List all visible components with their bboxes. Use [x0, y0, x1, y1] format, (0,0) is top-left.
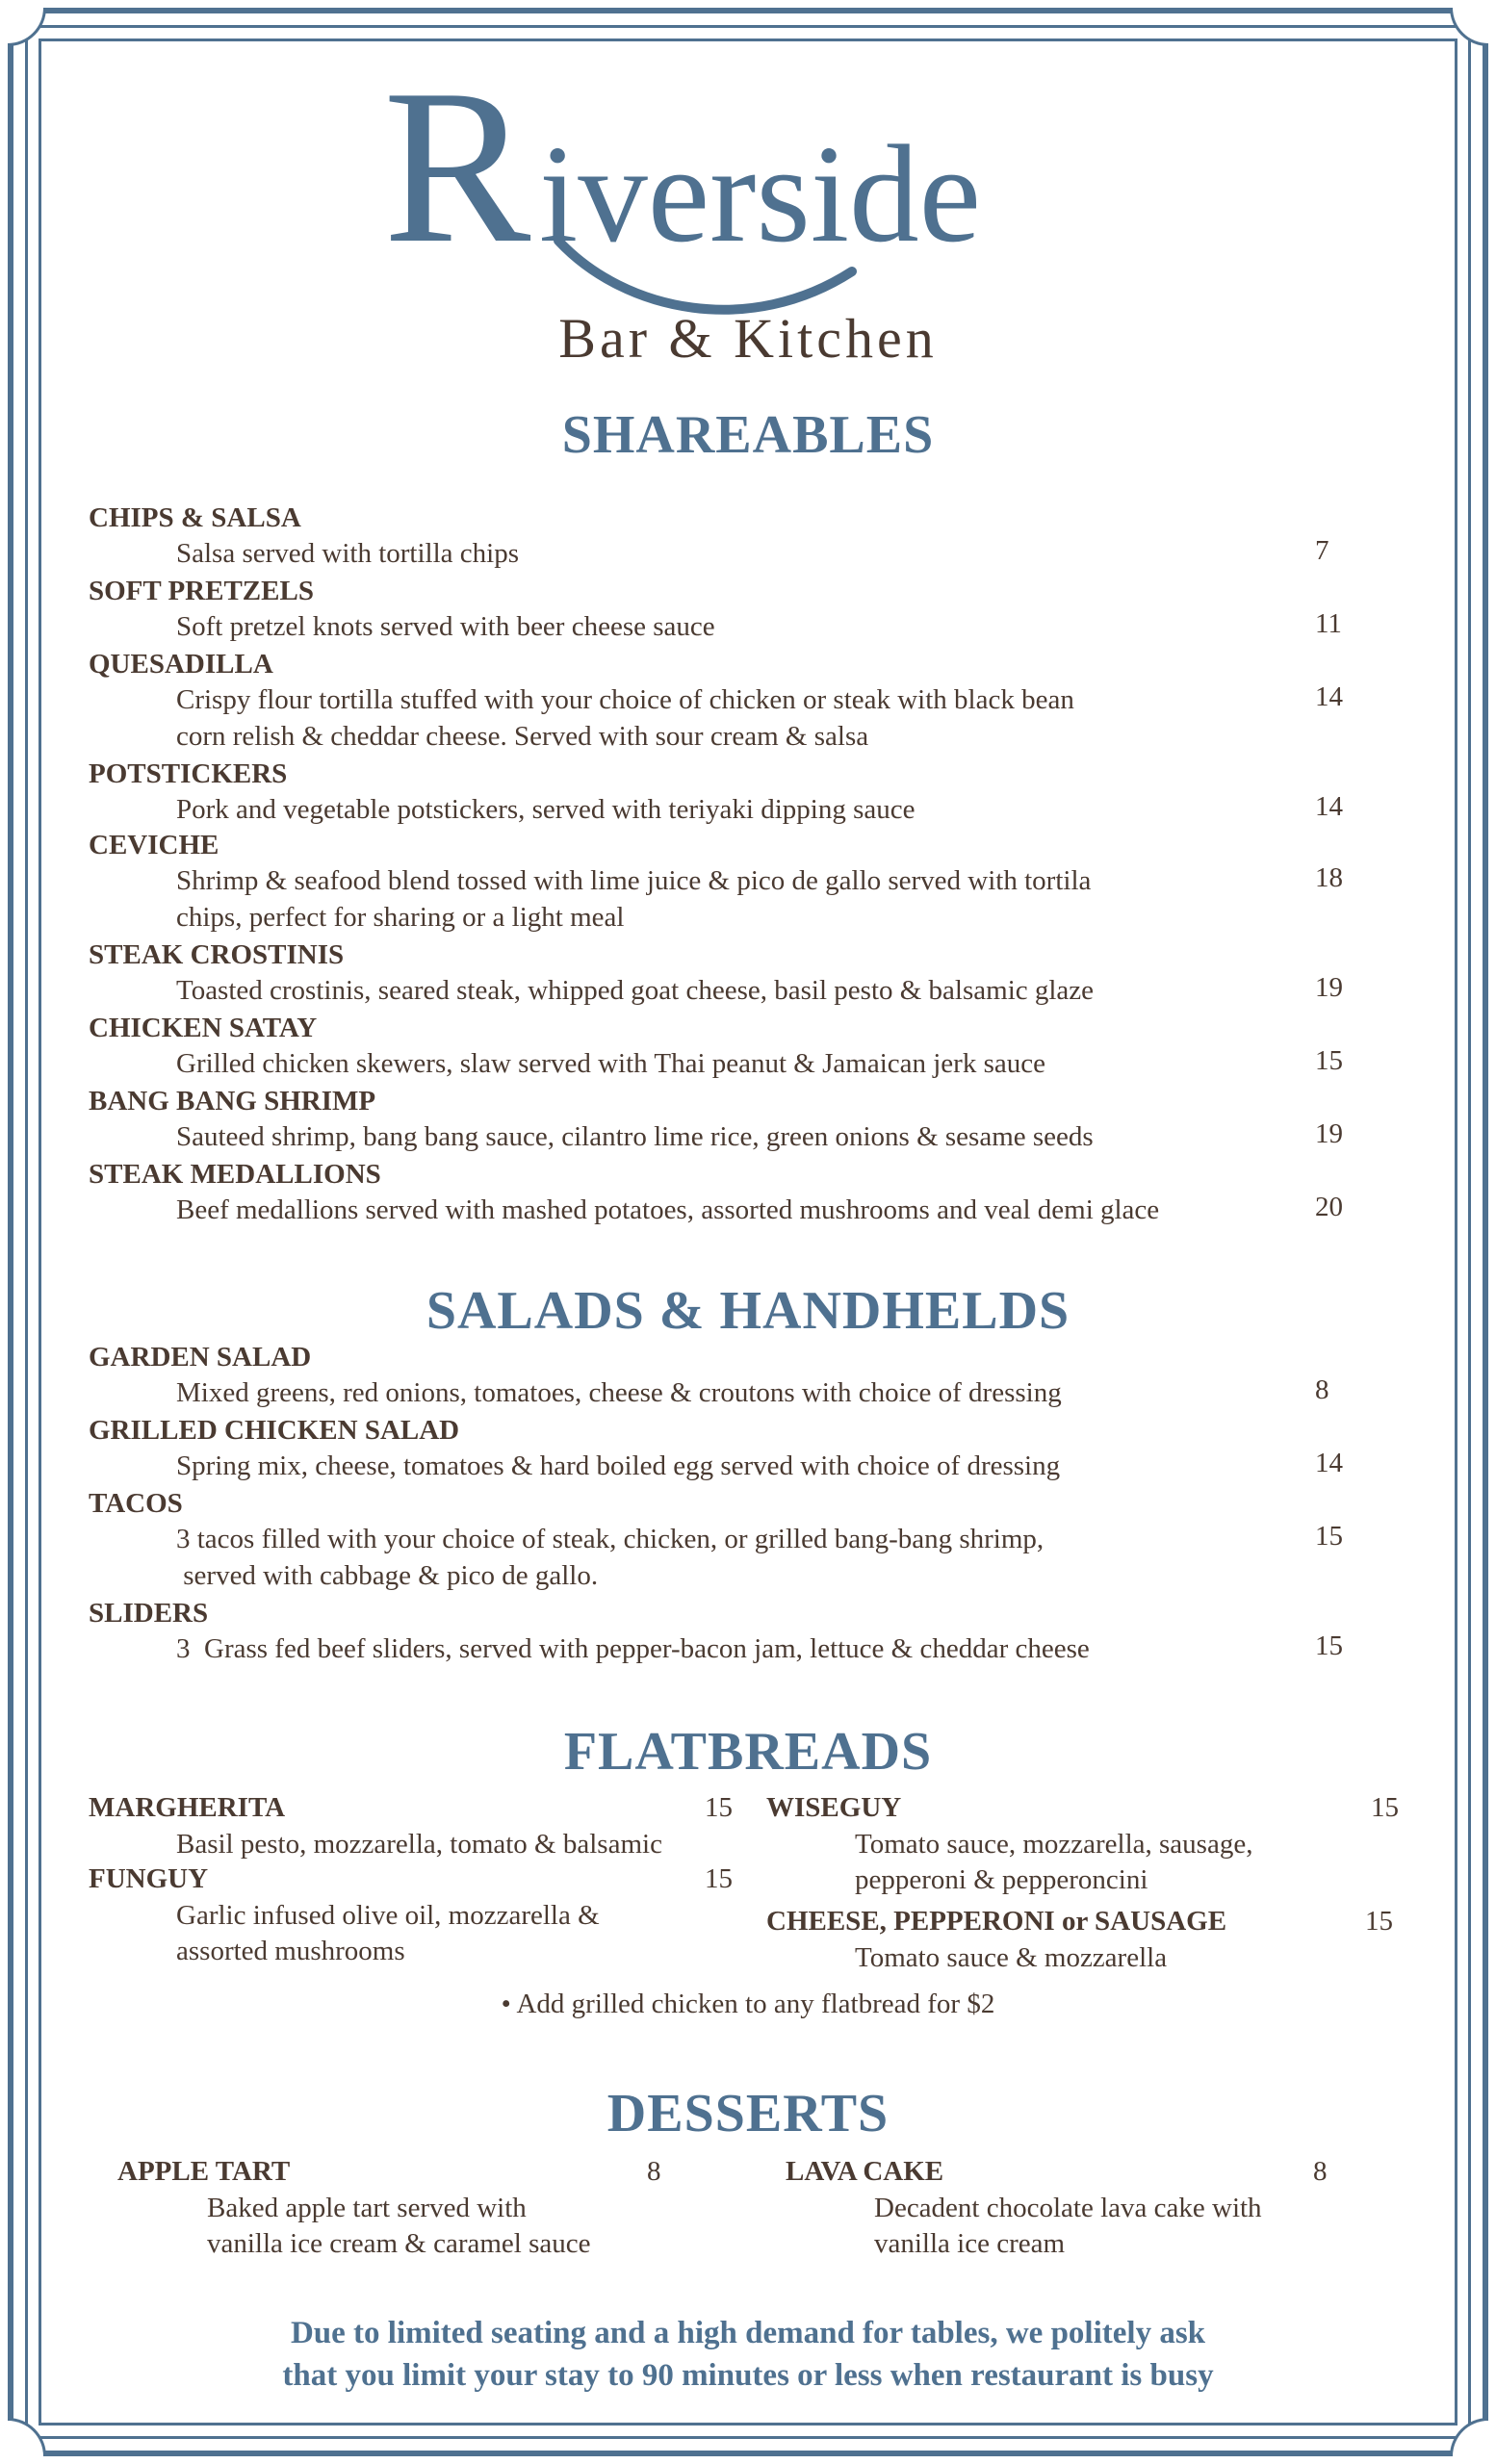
- item-price: 20: [1315, 1192, 1343, 1222]
- item-description: assorted mushrooms: [176, 1936, 405, 1966]
- item-description: Pork and vegetable potstickers, served with teriyaki dipping sauce: [176, 794, 916, 825]
- item-name: FUNGUY: [89, 1863, 209, 1894]
- item-description: Soft pretzel knots served with beer cheese sauce: [176, 611, 715, 642]
- item-description: served with cabbage & pico de gallo.: [176, 1560, 599, 1591]
- item-price: 19: [1315, 1118, 1343, 1149]
- item-price: 8: [1313, 2156, 1328, 2187]
- item-price: 8: [647, 2156, 661, 2187]
- logo-letter-r: R: [383, 48, 531, 289]
- seating-policy-line-2: that you limit your stay to 90 minutes or less when restaurant is busy: [282, 2358, 1214, 2393]
- logo-word: iverside: [539, 117, 982, 271]
- item-price: 15: [1315, 1045, 1343, 1076]
- item-name: LAVA CAKE: [786, 2156, 944, 2187]
- flatbread-addon-note: • Add grilled chicken to any flatbread for $2: [501, 1989, 995, 2019]
- item-description: Baked apple tart served with: [207, 2193, 527, 2223]
- item-description: Toasted crostinis, seared steak, whipped goat cheese, basil pesto & balsamic glaze: [176, 975, 1095, 1006]
- item-name: WISEGUY: [766, 1792, 902, 1823]
- item-description: 3 tacos filled with your choice of steak, chicken, or grilled bang-bang shrimp,: [176, 1524, 1045, 1554]
- item-price: 7: [1315, 535, 1329, 566]
- item-name: APPLE TART: [117, 2156, 291, 2187]
- item-name: STEAK MEDALLIONS: [89, 1159, 381, 1190]
- item-description: Spring mix, cheese, tomatoes & hard boiled egg served with choice of dressing: [176, 1450, 1061, 1481]
- item-description: Decadent chocolate lava cake with: [874, 2193, 1262, 2223]
- item-price: 14: [1315, 1448, 1343, 1478]
- item-name: SOFT PRETZELS: [89, 576, 314, 606]
- item-description: pepperoni & pepperoncini: [855, 1864, 1148, 1895]
- item-description: vanilla ice cream & caramel sauce: [207, 2228, 591, 2259]
- restaurant-subtitle: Bar & Kitchen: [558, 307, 938, 370]
- item-name: CHEESE, PEPPERONI or SAUSAGE: [766, 1906, 1227, 1937]
- item-name: STEAK CROSTINIS: [89, 939, 345, 970]
- item-price: 14: [1315, 791, 1343, 822]
- item-description: Tomato sauce, mozzarella, sausage,: [855, 1829, 1253, 1860]
- item-description: vanilla ice cream: [874, 2228, 1066, 2259]
- item-price: 15: [1365, 1906, 1393, 1937]
- item-price: 15: [1315, 1521, 1343, 1552]
- item-name: GARDEN SALAD: [89, 1342, 312, 1373]
- item-description: Beef medallions served with mashed potatoes, assorted mushrooms and veal demi glace: [176, 1194, 1160, 1225]
- item-name: CHIPS & SALSA: [89, 502, 301, 533]
- item-price: 15: [705, 1792, 733, 1823]
- item-description: Crispy flour tortilla stuffed with your choice of chicken or steak with black bean: [176, 684, 1074, 715]
- item-name: BANG BANG SHRIMP: [89, 1086, 376, 1116]
- item-description: corn relish & cheddar cheese. Served with sour cream & salsa: [176, 721, 869, 752]
- item-name: CHICKEN SATAY: [89, 1013, 318, 1043]
- item-name: GRILLED CHICKEN SALAD: [89, 1415, 460, 1446]
- item-price: 15: [1315, 1630, 1343, 1661]
- item-price: 15: [1371, 1792, 1399, 1823]
- section-title-salads-handhelds: SALADS & HANDHELDS: [426, 1281, 1070, 1341]
- item-price: 18: [1315, 862, 1343, 893]
- item-name: TACOS: [89, 1488, 183, 1519]
- section-title-flatbreads: FLATBREADS: [563, 1722, 933, 1782]
- item-description: Shrimp & seafood blend tossed with lime juice & pico de gallo served with tortila: [176, 865, 1092, 896]
- item-description: Salsa served with tortilla chips: [176, 538, 519, 569]
- item-name: POTSTICKERS: [89, 758, 288, 789]
- section-title-desserts: DESSERTS: [606, 2084, 890, 2143]
- item-description: chips, perfect for sharing or a light meal: [176, 902, 625, 933]
- item-description: Basil pesto, mozzarella, tomato & balsamic: [176, 1829, 662, 1860]
- seating-policy-line-1: Due to limited seating and a high demand for tables, we politely ask: [290, 2316, 1206, 2350]
- item-description: Mixed greens, red onions, tomatoes, cheese & croutons with choice of dressing: [176, 1377, 1062, 1408]
- item-description: Sauteed shrimp, bang bang sauce, cilantro lime rice, green onions & sesame seeds: [176, 1121, 1094, 1152]
- item-description: Tomato sauce & mozzarella: [855, 1942, 1168, 1973]
- item-price: 11: [1315, 608, 1342, 639]
- item-description: Garlic infused olive oil, mozzarella &: [176, 1900, 600, 1931]
- menu-border-inner: [39, 38, 1457, 2426]
- item-description: Grilled chicken skewers, slaw served with Thai peanut & Jamaican jerk sauce: [176, 1048, 1045, 1079]
- item-name: QUESADILLA: [89, 649, 273, 680]
- item-price: 14: [1315, 681, 1343, 712]
- item-price: 15: [705, 1863, 733, 1894]
- section-title-shareables: SHAREABLES: [561, 405, 935, 465]
- item-name: CEVICHE: [89, 830, 219, 860]
- item-price: 19: [1315, 972, 1343, 1003]
- item-name: SLIDERS: [89, 1598, 209, 1629]
- item-name: MARGHERITA: [89, 1792, 286, 1823]
- item-description: 3 Grass fed beef sliders, served with pepper-bacon jam, lettuce & cheddar cheese: [176, 1633, 1090, 1664]
- item-price: 8: [1315, 1374, 1329, 1405]
